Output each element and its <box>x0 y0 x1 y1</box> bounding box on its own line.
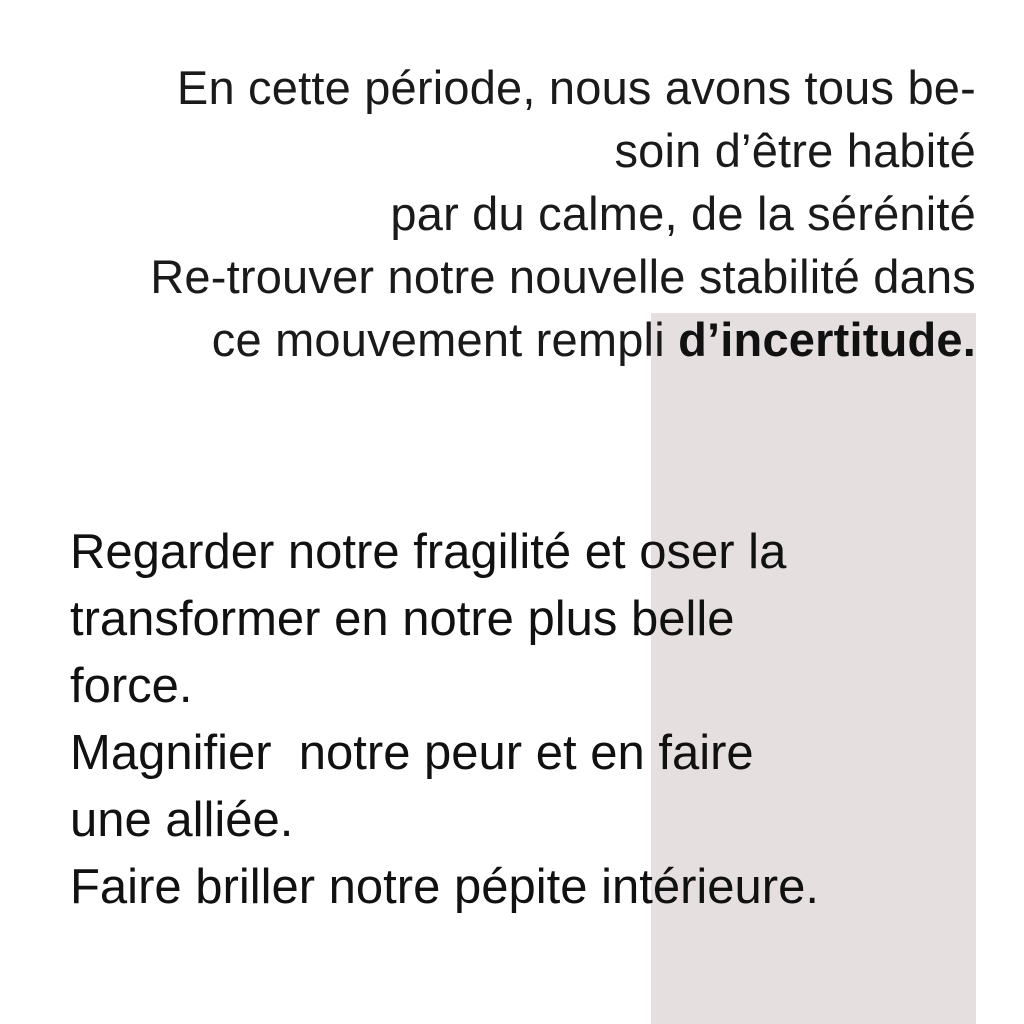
statement-line: Faire briller notre pépite intérieure. <box>70 860 819 914</box>
statement-line: force. <box>70 659 193 713</box>
intro-emphasis: d’incertitude. <box>678 313 976 366</box>
intro-line: En cette période, nous avons tous be- <box>176 61 976 114</box>
intro-line-last-text: ce mouvement rempli <box>211 313 679 366</box>
statement-line: Regarder notre fragilité et oser la <box>70 525 787 579</box>
statement-line: transformer en notre plus belle <box>70 592 735 646</box>
intro-line: soin d’être habité <box>614 124 976 177</box>
statement-line: une alliée. <box>70 793 294 847</box>
intro-line-last <box>16 308 976 371</box>
intro-line: par du calme, de la sérénité <box>390 187 976 240</box>
intro-text <box>16 56 976 371</box>
statement-line: Magnifier notre peur et en faire <box>70 726 754 780</box>
statement-text <box>70 519 970 921</box>
intro-line: Re-trouver notre nouvelle stabilité dans <box>150 250 976 303</box>
